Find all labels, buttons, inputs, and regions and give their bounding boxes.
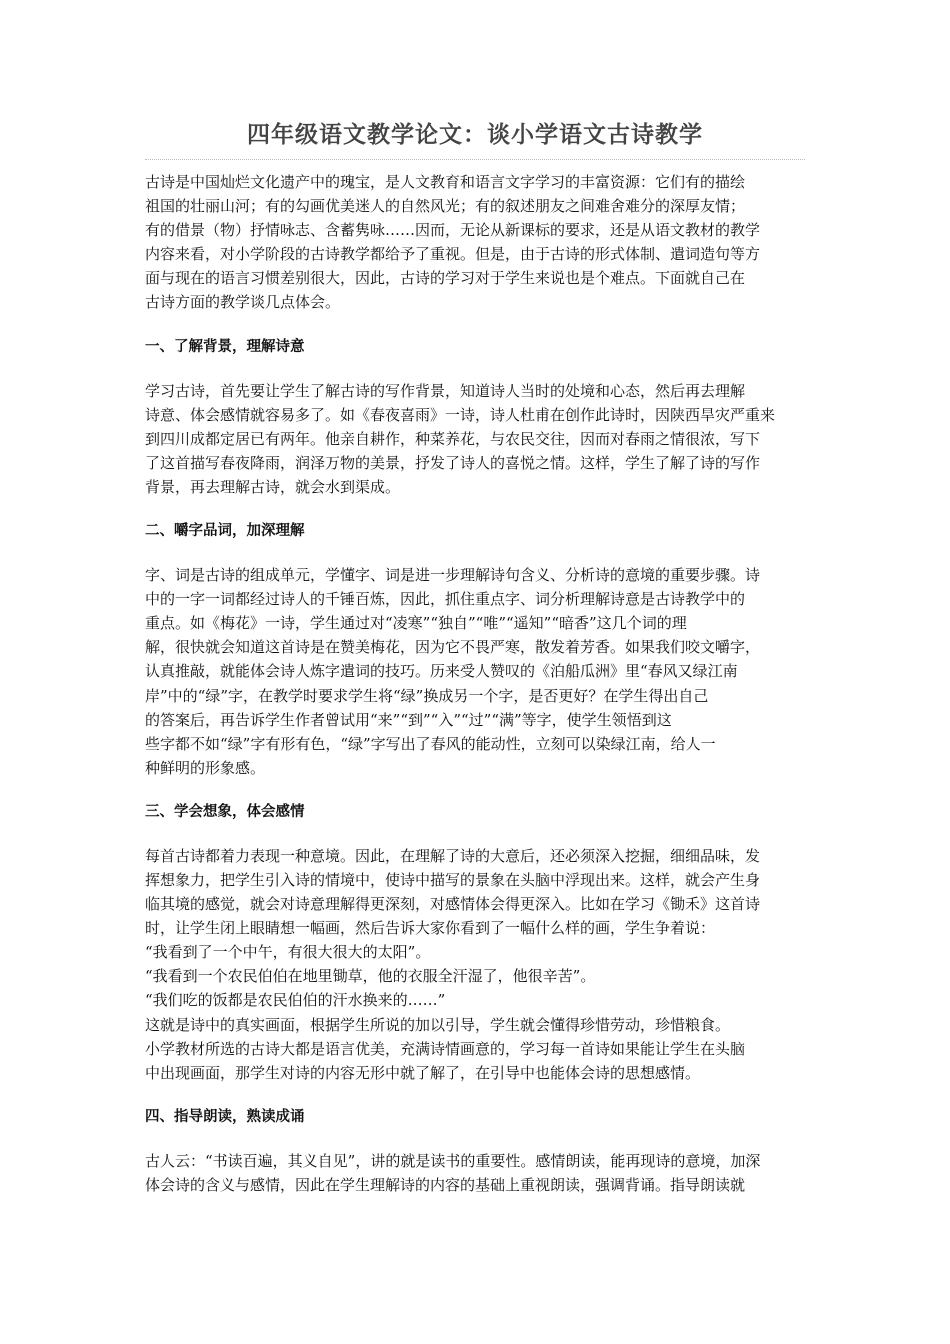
title-divider: [145, 159, 805, 160]
text-line: 中的一字一词都经过诗人的千锤百炼，因此，抓住重点字、词分析理解诗意是古诗教学中的: [145, 590, 746, 609]
text-line: 种鲜明的形象感。: [145, 758, 266, 777]
page-title: 四年级语文教学论文：谈小学语文古诗教学: [247, 122, 703, 148]
section-heading: 一、了解背景，理解诗意: [145, 338, 305, 355]
text-line: 每首古诗都着力表现一种意境。因此，在理解了诗的大意后，还必须深入挖掘，细细品味，发: [145, 846, 761, 865]
text-line: 时，让学生闭上眼睛想一幅画，然后告诉大家你看到了一幅什么样的画，学生争着说：: [145, 919, 716, 938]
text-line: 挥想象力，把学生引入诗的情境中，使诗中描写的景象在头脑中浮现出来。这样，就会产生身: [145, 870, 761, 889]
text-line: 解，很快就会知道这首诗是在赞美梅花，因为它不畏严寒，散发着芳香。如果我们咬文嚼字，: [145, 638, 761, 657]
text-line: 古诗方面的教学谈几点体会。: [145, 293, 341, 312]
text-line: “我看到了一个中午，有很大很大的太阳”。: [145, 943, 431, 962]
text-line: 这就是诗中的真实画面，根据学生所说的加以引导，学生就会懂得珍惜劳动，珍惜粮食。: [145, 1015, 731, 1034]
text-line: 古诗是中国灿烂文化遗产中的瑰宝，是人文教育和语言文字学习的丰富资源：它们有的描绘: [145, 173, 746, 191]
text-line: 古人云：“书读百遍，其义自见”，讲的就是读书的重要性。感情朗读，能再现诗的意境，加深: [145, 1151, 761, 1170]
text-line: 些字都不如“绿”字有形有色，“绿”字写出了春风的能动性，立刻可以染绿江南，给人一: [145, 734, 716, 753]
text-line: 临其境的感觉，就会对诗意理解得更深刻，对感情体会得更深入。比如在学习《锄禾》这首诗: [145, 895, 761, 914]
section-paragraph: [145, 563, 807, 780]
text-line: 字、词是古诗的组成单元，学懂字、词是进一步理解诗句含义、分析诗的意境的重要步骤。诗: [145, 566, 761, 585]
intro-paragraph: [145, 170, 807, 315]
text-line: 背景，再去理解古诗，就会水到渠成。: [145, 477, 401, 496]
text-line: “我看到一个农民伯伯在地里锄草，他的衣服全汗湿了，他很辛苦”。: [145, 967, 596, 986]
text-line: 中出现画面，那学生对诗的内容无形中就了解了，在引导中也能体会诗的思想感情。: [145, 1063, 701, 1082]
text-line: 岸”中的“绿”字，在教学时要求学生将“绿”换成另一个字，是否更好？在学生得出自己: [145, 686, 709, 705]
text-line: 有的借景（物）抒情咏志、含蓄隽咏……因而，无论从新课标的要求，还是从语文教材的教学: [145, 221, 761, 240]
text-line: 祖国的壮丽山河；有的勾画优美迷人的自然风光；有的叙述朋友之间难舍难分的深厚友情；: [145, 197, 746, 216]
section-heading: 三、学会想象，体会感情: [145, 803, 305, 820]
section-heading: 四、指导朗读，熟读成诵: [145, 1108, 305, 1125]
text-line: 内容来看，对小学阶段的古诗教学都给予了重视。但是，由于古诗的形式体制、遣词造句等方: [145, 245, 761, 264]
text-line: 了这首描写春夜降雨，润泽万物的美景，抒发了诗人的喜悦之情。这样，学生了解了诗的写作: [145, 453, 761, 472]
text-line: 学习古诗，首先要让学生了解古诗的写作背景，知道诗人当时的处境和心态，然后再去理解: [145, 381, 746, 400]
text-line: 面与现在的语言习惯差别很大，因此，古诗的学习对于学生来说也是个难点。下面就自己在: [145, 269, 746, 288]
section-paragraph: [145, 1149, 807, 1197]
text-line: 到四川成都定居已有两年。他亲自耕作，种菜养花，与农民交往，因而对春雨之情很浓，写下: [145, 429, 761, 448]
text-line: “我们吃的饭都是农民伯伯的汗水换来的……”: [145, 991, 446, 1010]
text-line: 诗意、体会感情就容易多了。如《春夜喜雨》一诗，诗人杜甫在创作此诗时，因陕西旱灾严重来: [145, 405, 776, 424]
text-line: 重点。如《梅花》一诗，学生通过对“凌寒”“独自”“唯”“遥知”“暗香”这几个词的理: [145, 614, 687, 633]
article-body: [145, 170, 807, 1197]
section-paragraph: [145, 379, 807, 499]
section-paragraph: [145, 844, 807, 1085]
text-line: 认真推敲，就能体会诗人炼字遣词的技巧。历来受人赞叹的《泊船瓜洲》里“春风又绿江南: [145, 662, 738, 681]
section-heading: 二、嚼字品词，加深理解: [145, 523, 305, 540]
text-line: 体会诗的含义与感情，因此在学生理解诗的内容的基础上重视朗读，强调背诵。指导朗读就: [145, 1175, 746, 1194]
text-line: 的答案后，再告诉学生作者曾试用“来”“到”“入”“过”“满”等字，使学生领悟到这: [145, 710, 672, 729]
text-line: 小学教材所选的古诗大都是语言优美，充满诗情画意的，学习每一首诗如果能让学生在头脑: [145, 1039, 746, 1058]
